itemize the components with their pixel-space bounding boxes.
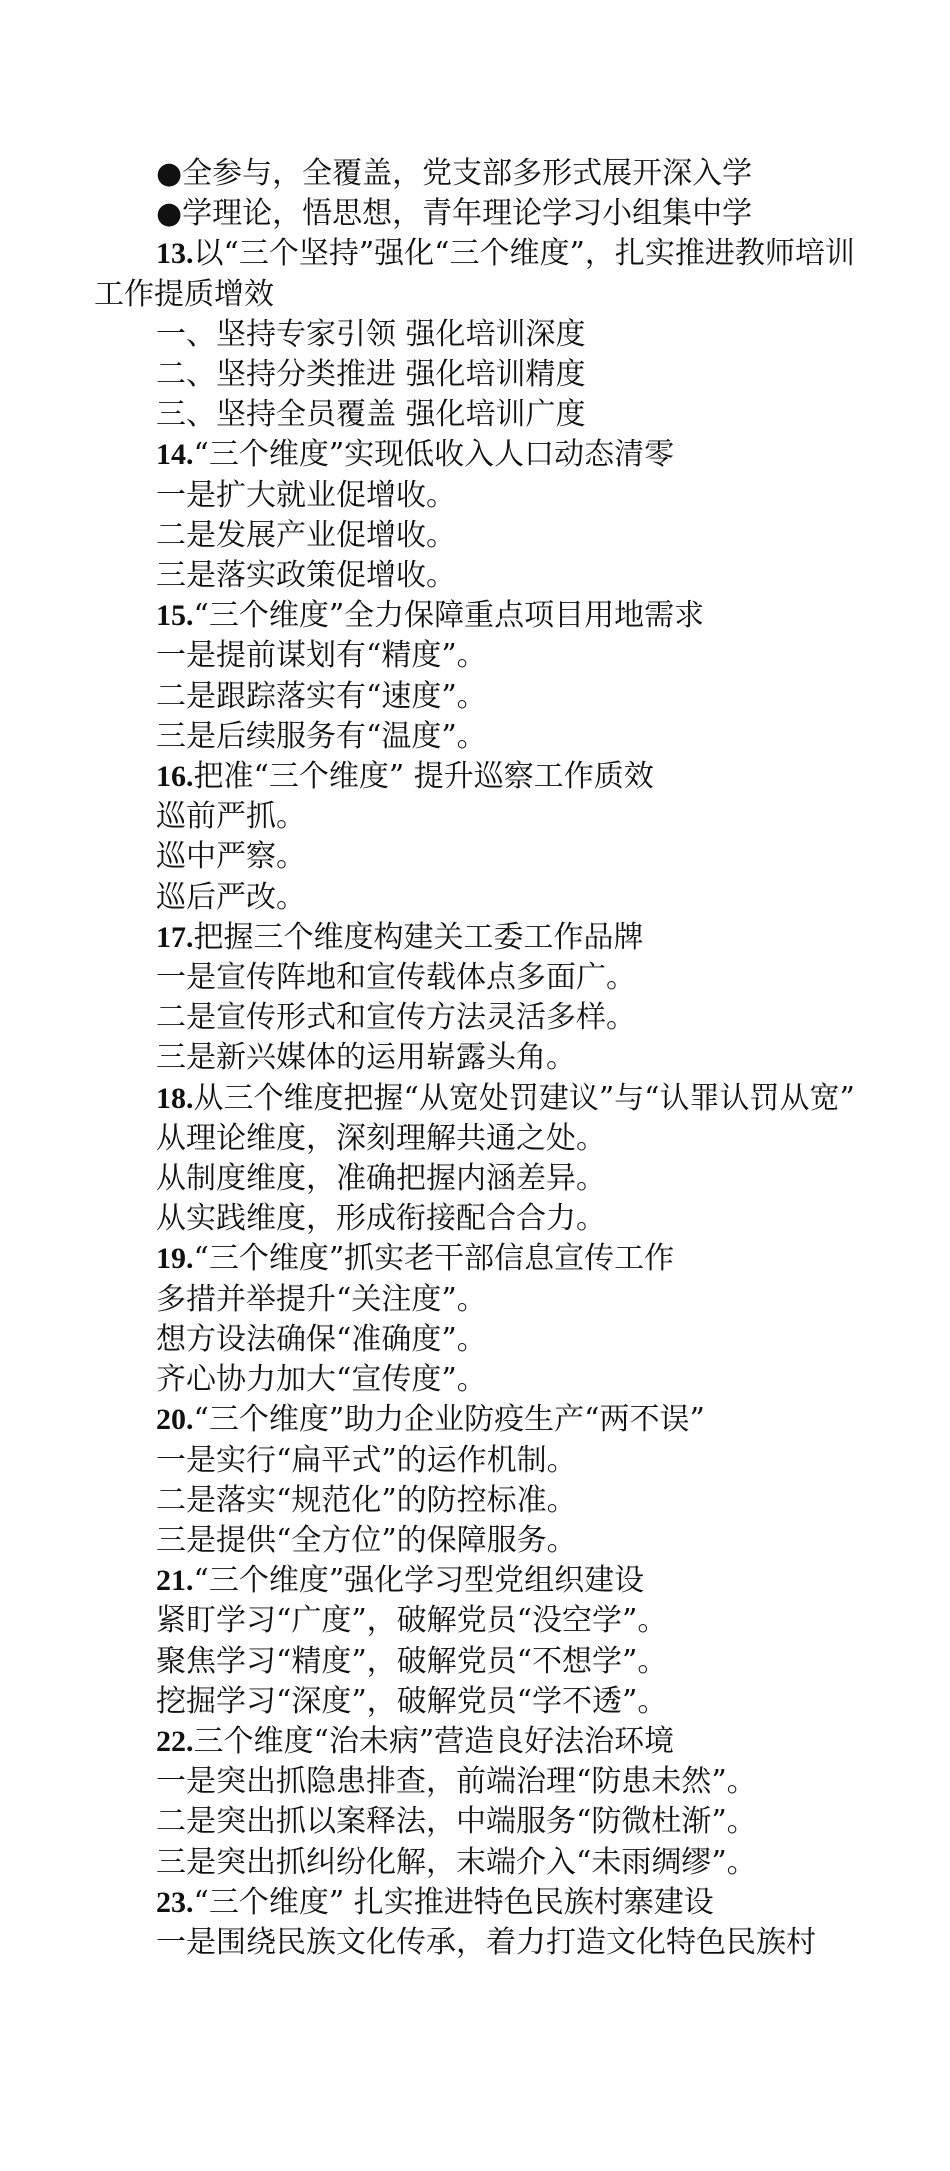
section-title: “三个维度”助力企业防疫生产“两不误” — [193, 1402, 705, 1438]
list-item — [94, 1601, 860, 1641]
list-item — [94, 717, 860, 757]
section-title: “三个维度”抓实老干部信息宣传工作 — [193, 1241, 675, 1277]
section-number: 14. — [156, 438, 194, 472]
section-heading — [94, 596, 860, 636]
list-item-text: 多措并举提升“关注度”。 — [156, 1281, 487, 1317]
list-item — [94, 1481, 860, 1521]
list-item-text: 一、坚持专家引领 强化培训深度 — [156, 316, 586, 352]
section-number: 13. — [156, 237, 194, 271]
section-title: 把握三个维度构建关工委工作品牌 — [193, 919, 644, 955]
list-item-text: 二是发展产业促增收。 — [156, 517, 456, 553]
section-title: “三个维度”强化学习型党组织建设 — [193, 1563, 645, 1599]
list-item-text: 紧盯学习“广度”，破解党员“没空学”。 — [156, 1603, 668, 1639]
list-item — [94, 315, 860, 355]
section-number: 15. — [156, 599, 194, 633]
list-item-text: 巡中严察。 — [156, 839, 306, 875]
list-item — [94, 1280, 860, 1320]
list-item-text: 三是提供“全方位”的保障服务。 — [156, 1522, 577, 1558]
list-item-text: 二、坚持分类推进 强化培训精度 — [156, 357, 586, 393]
list-item-text: 三、坚持全员覆盖 强化培训广度 — [156, 397, 586, 433]
section-heading — [94, 435, 860, 475]
section-heading — [94, 1239, 860, 1279]
list-item-text: 巡前严抓。 — [156, 799, 306, 835]
list-item — [94, 1802, 860, 1842]
section-number: 19. — [156, 1242, 194, 1276]
list-item — [94, 797, 860, 837]
section-title: 从三个维度把握“从宽处罚建议”与“认罪认罚从宽” — [193, 1080, 855, 1116]
list-item-text: 二是落实“规范化”的防控标准。 — [156, 1482, 577, 1518]
list-item — [94, 1159, 860, 1199]
list-item-text: 三是新兴媒体的运用崭露头角。 — [156, 1040, 576, 1076]
list-item-text: 一是实行“扁平式”的运作机制。 — [156, 1442, 577, 1478]
section-heading — [94, 918, 860, 958]
list-item — [94, 476, 860, 516]
list-item — [94, 1923, 860, 1963]
list-item — [94, 516, 860, 556]
section-title: 把准“三个维度” 提升巡察工作质效 — [193, 759, 654, 795]
section-title: “三个维度” 扎实推进特色民族村寨建设 — [193, 1884, 714, 1920]
document-body — [94, 154, 860, 1963]
section-heading — [94, 1722, 860, 1762]
list-item-text: 聚焦学习“精度”，破解党员“不想学”。 — [156, 1643, 668, 1679]
section-heading — [94, 1883, 860, 1923]
list-item — [94, 556, 860, 596]
list-item-text: 从理论维度，深刻理解共通之处。 — [156, 1120, 606, 1156]
list-item — [94, 194, 860, 234]
list-item-text: 一是突出抓隐患排查，前端治理“防患未然”。 — [156, 1764, 757, 1800]
section-heading — [94, 1561, 860, 1601]
list-item — [94, 1199, 860, 1239]
list-item — [94, 1843, 860, 1883]
list-item-text: 三是落实政策促增收。 — [156, 558, 456, 594]
list-item-text: 二是宣传形式和宣传方法灵活多样。 — [156, 1000, 636, 1036]
section-number: 18. — [156, 1081, 194, 1115]
list-item — [94, 395, 860, 435]
list-item — [94, 1360, 860, 1400]
list-item — [94, 1642, 860, 1682]
list-item — [94, 1441, 860, 1481]
list-item-text: 一是围绕民族文化传承，着力打造文化特色民族村 — [156, 1924, 816, 1960]
list-item — [94, 636, 860, 676]
list-item-text: 三是突出抓纠纷化解，末端介入“未雨绸缪”。 — [156, 1844, 757, 1880]
section-heading — [94, 1079, 860, 1119]
list-item — [94, 154, 860, 194]
list-item-text: 从制度维度，准确把握内涵差异。 — [156, 1161, 606, 1197]
section-heading — [94, 1400, 860, 1440]
list-item-text: 一是宣传阵地和宣传载体点多面广。 — [156, 960, 636, 996]
section-number: 21. — [156, 1564, 194, 1598]
list-item — [94, 355, 860, 395]
section-title: 三个维度“治未病”营造良好法治环境 — [193, 1723, 675, 1759]
list-item — [94, 998, 860, 1038]
section-number: 22. — [156, 1724, 194, 1758]
section-number: 16. — [156, 760, 194, 794]
list-item — [94, 1038, 860, 1078]
section-number: 20. — [156, 1403, 194, 1437]
section-heading — [94, 757, 860, 797]
list-item-text: 三是后续服务有“温度”。 — [156, 718, 487, 754]
list-item-text: ●学理论，悟思想，青年理论学习小组集中学 — [156, 196, 753, 232]
section-title: “三个维度”全力保障重点项目用地需求 — [193, 598, 705, 634]
section-title: 以“三个坚持”强化“三个维度”，扎实推进教师培训工作提质增效 — [94, 236, 855, 312]
list-item — [94, 1119, 860, 1159]
list-item — [94, 1682, 860, 1722]
list-item-text: 巡后严改。 — [156, 879, 306, 915]
list-item-text: 二是突出抓以案释法，中端服务“防微杜渐”。 — [156, 1804, 757, 1840]
list-item — [94, 1762, 860, 1802]
list-item-text: 二是跟踪落实有“速度”。 — [156, 678, 487, 714]
list-item — [94, 1521, 860, 1561]
section-heading — [94, 234, 860, 314]
list-item-text: 齐心协力加大“宣传度”。 — [156, 1362, 487, 1398]
list-item-text: 从实践维度，形成衔接配合合力。 — [156, 1201, 606, 1237]
list-item — [94, 878, 860, 918]
list-item — [94, 1320, 860, 1360]
section-number: 23. — [156, 1885, 194, 1919]
list-item — [94, 958, 860, 998]
list-item-text: 想方设法确保“准确度”。 — [156, 1321, 487, 1357]
list-item — [94, 677, 860, 717]
section-title: “三个维度”实现低收入人口动态清零 — [193, 437, 675, 473]
section-number: 17. — [156, 920, 194, 954]
list-item-text: ●全参与，全覆盖，党支部多形式展开深入学 — [156, 156, 753, 191]
list-item-text: 挖掘学习“深度”，破解党员“学不透”。 — [156, 1683, 668, 1719]
list-item-text: 一是提前谋划有“精度”。 — [156, 638, 487, 674]
list-item — [94, 837, 860, 877]
list-item-text: 一是扩大就业促增收。 — [156, 477, 456, 513]
